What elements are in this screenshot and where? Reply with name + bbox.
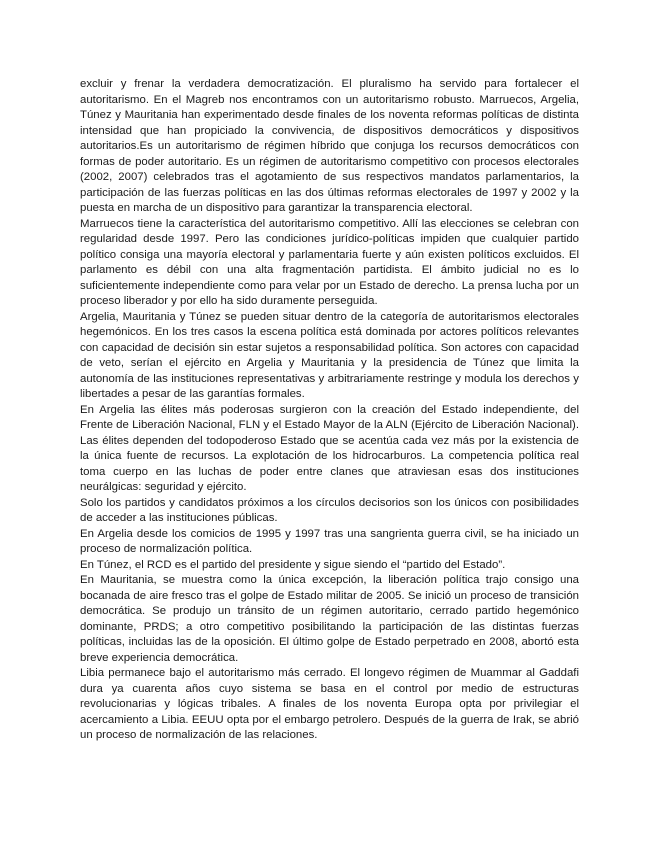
paragraph-pluralism-maghreb: excluir y frenar la verdadera democratización. El pluralismo ha servido para fortalecer el autoritarismo. En el Magreb nos encontramos con un autoritarismo robusto. Marruecos, Argelia, Túnez y Mauritania han experimentado desde finales de los noventa reformas políticas de distinta intensidad que han propiciado la convivencia, de dispositivos democráticos y dispositivos autoritarios.Es un autoritarismo de régimen híbrido que conjuga los recursos democráticos con formas de poder autoritario. Es un régimen de autoritarismo competitivo con procesos electorales (2002, 2007) celebrados tras el agotamiento de sus respectivos mandatos parlamentarios, la participación de las fuerzas políticas en las dos últimas reformas electorales de 1997 y 2002 y la puesta en marcha de un dispositivo para garantizar la transparencia electoral.: [80, 78, 579, 214]
paragraph-libia: Libia permanece bajo el autoritarismo más cerrado. El longevo régimen de Muammar al Gaddafi dura ya cuarenta años cuyo sistema se basa en el control por medio de estructuras revolucionarias y lógicas tribales. A finales de los noventa Europa opta por privilegiar el acercamiento a Libia. EEUU opta por el embargo petrolero. Después de la guerra de Irak, se abrió un proceso de normalización de las relaciones.: [80, 667, 579, 741]
paragraph-tunez: En Túnez, el RCD es el partido del presidente y sigue siendo el “partido del Estado”.: [80, 558, 506, 571]
paragraph-partidos-candidatos: Solo los partidos y candidatos próximos a los círculos decisorios son los únicos con posibilidades de acceder a las instituciones públicas.: [80, 496, 579, 524]
paragraph-marruecos: Marruecos tiene la característica del autoritarismo competitivo. Allí las elecciones se celebran con regularidad desde 1997. Pero las condiciones jurídico-políticas impiden que cualquier partido político consiga una mayoría electoral y parlamentaria fuerte y aún existen políticos excluidos. El parlamento es débil con una alta fragmentación partidista. El ámbito judicial no es lo suficientemente independiente como para velar por un Estado de derecho. La prensa lucha por un proceso liberador y por ello ha sido duramente perseguida.: [80, 217, 579, 307]
paragraph-hegemonic-authoritarianism: Argelia, Mauritania y Túnez se pueden situar dentro de la categoría de autoritarismos electorales hegemónicos. En los tres casos la escena política está dominada por actores políticos relevantes con capacidad de decisión sin estar sujetos a responsabilidad política. Son actores con capacidad de veto, serían el ejército en Argelia y Mauritania y la presidencia de Túnez que limita la autonomía de las instituciones representativas y arbitrariamente restringe y modula los derechos y libertades a pesar de las garantías formales.: [80, 310, 579, 400]
paragraph-argelia-normalizacion: En Argelia desde los comicios de 1995 y 1997 tras una sangrienta guerra civil, se ha iniciado un proceso de normalización política.: [80, 527, 579, 555]
document-body: [80, 77, 579, 744]
paragraph-argelia-elites: En Argelia las élites más poderosas surgieron con la creación del Estado independiente, del Frente de Liberación Nacional, FLN y el Estado Mayor de la ALN (Ejército de Liberación Nacional). Las élites dependen del todopoderoso Estado que se acentúa cada vez más por la existencia de la única fuente de recursos. La explotación de los hidrocarburos. La competencia política real toma cuerpo en las luchas de poder entre clanes que atraviesan esas dos instituciones neurálgicas: seguridad y ejército.: [80, 403, 579, 493]
paragraph-mauritania: En Mauritania, se muestra como la única excepción, la liberación política trajo consigo una bocanada de aire fresco tras el golpe de Estado militar de 2005. Se inició un proceso de transición democrática. Se produjo un tránsito de un régimen autoritario, cerrado partido hegemónico dominante, PRDS; a otro competitivo posibilitando la participación de las distintas fuerzas políticas, incluidas las de la oposición. El último golpe de Estado perpetrado en 2008, abortó esta breve experiencia democrática.: [80, 574, 579, 664]
